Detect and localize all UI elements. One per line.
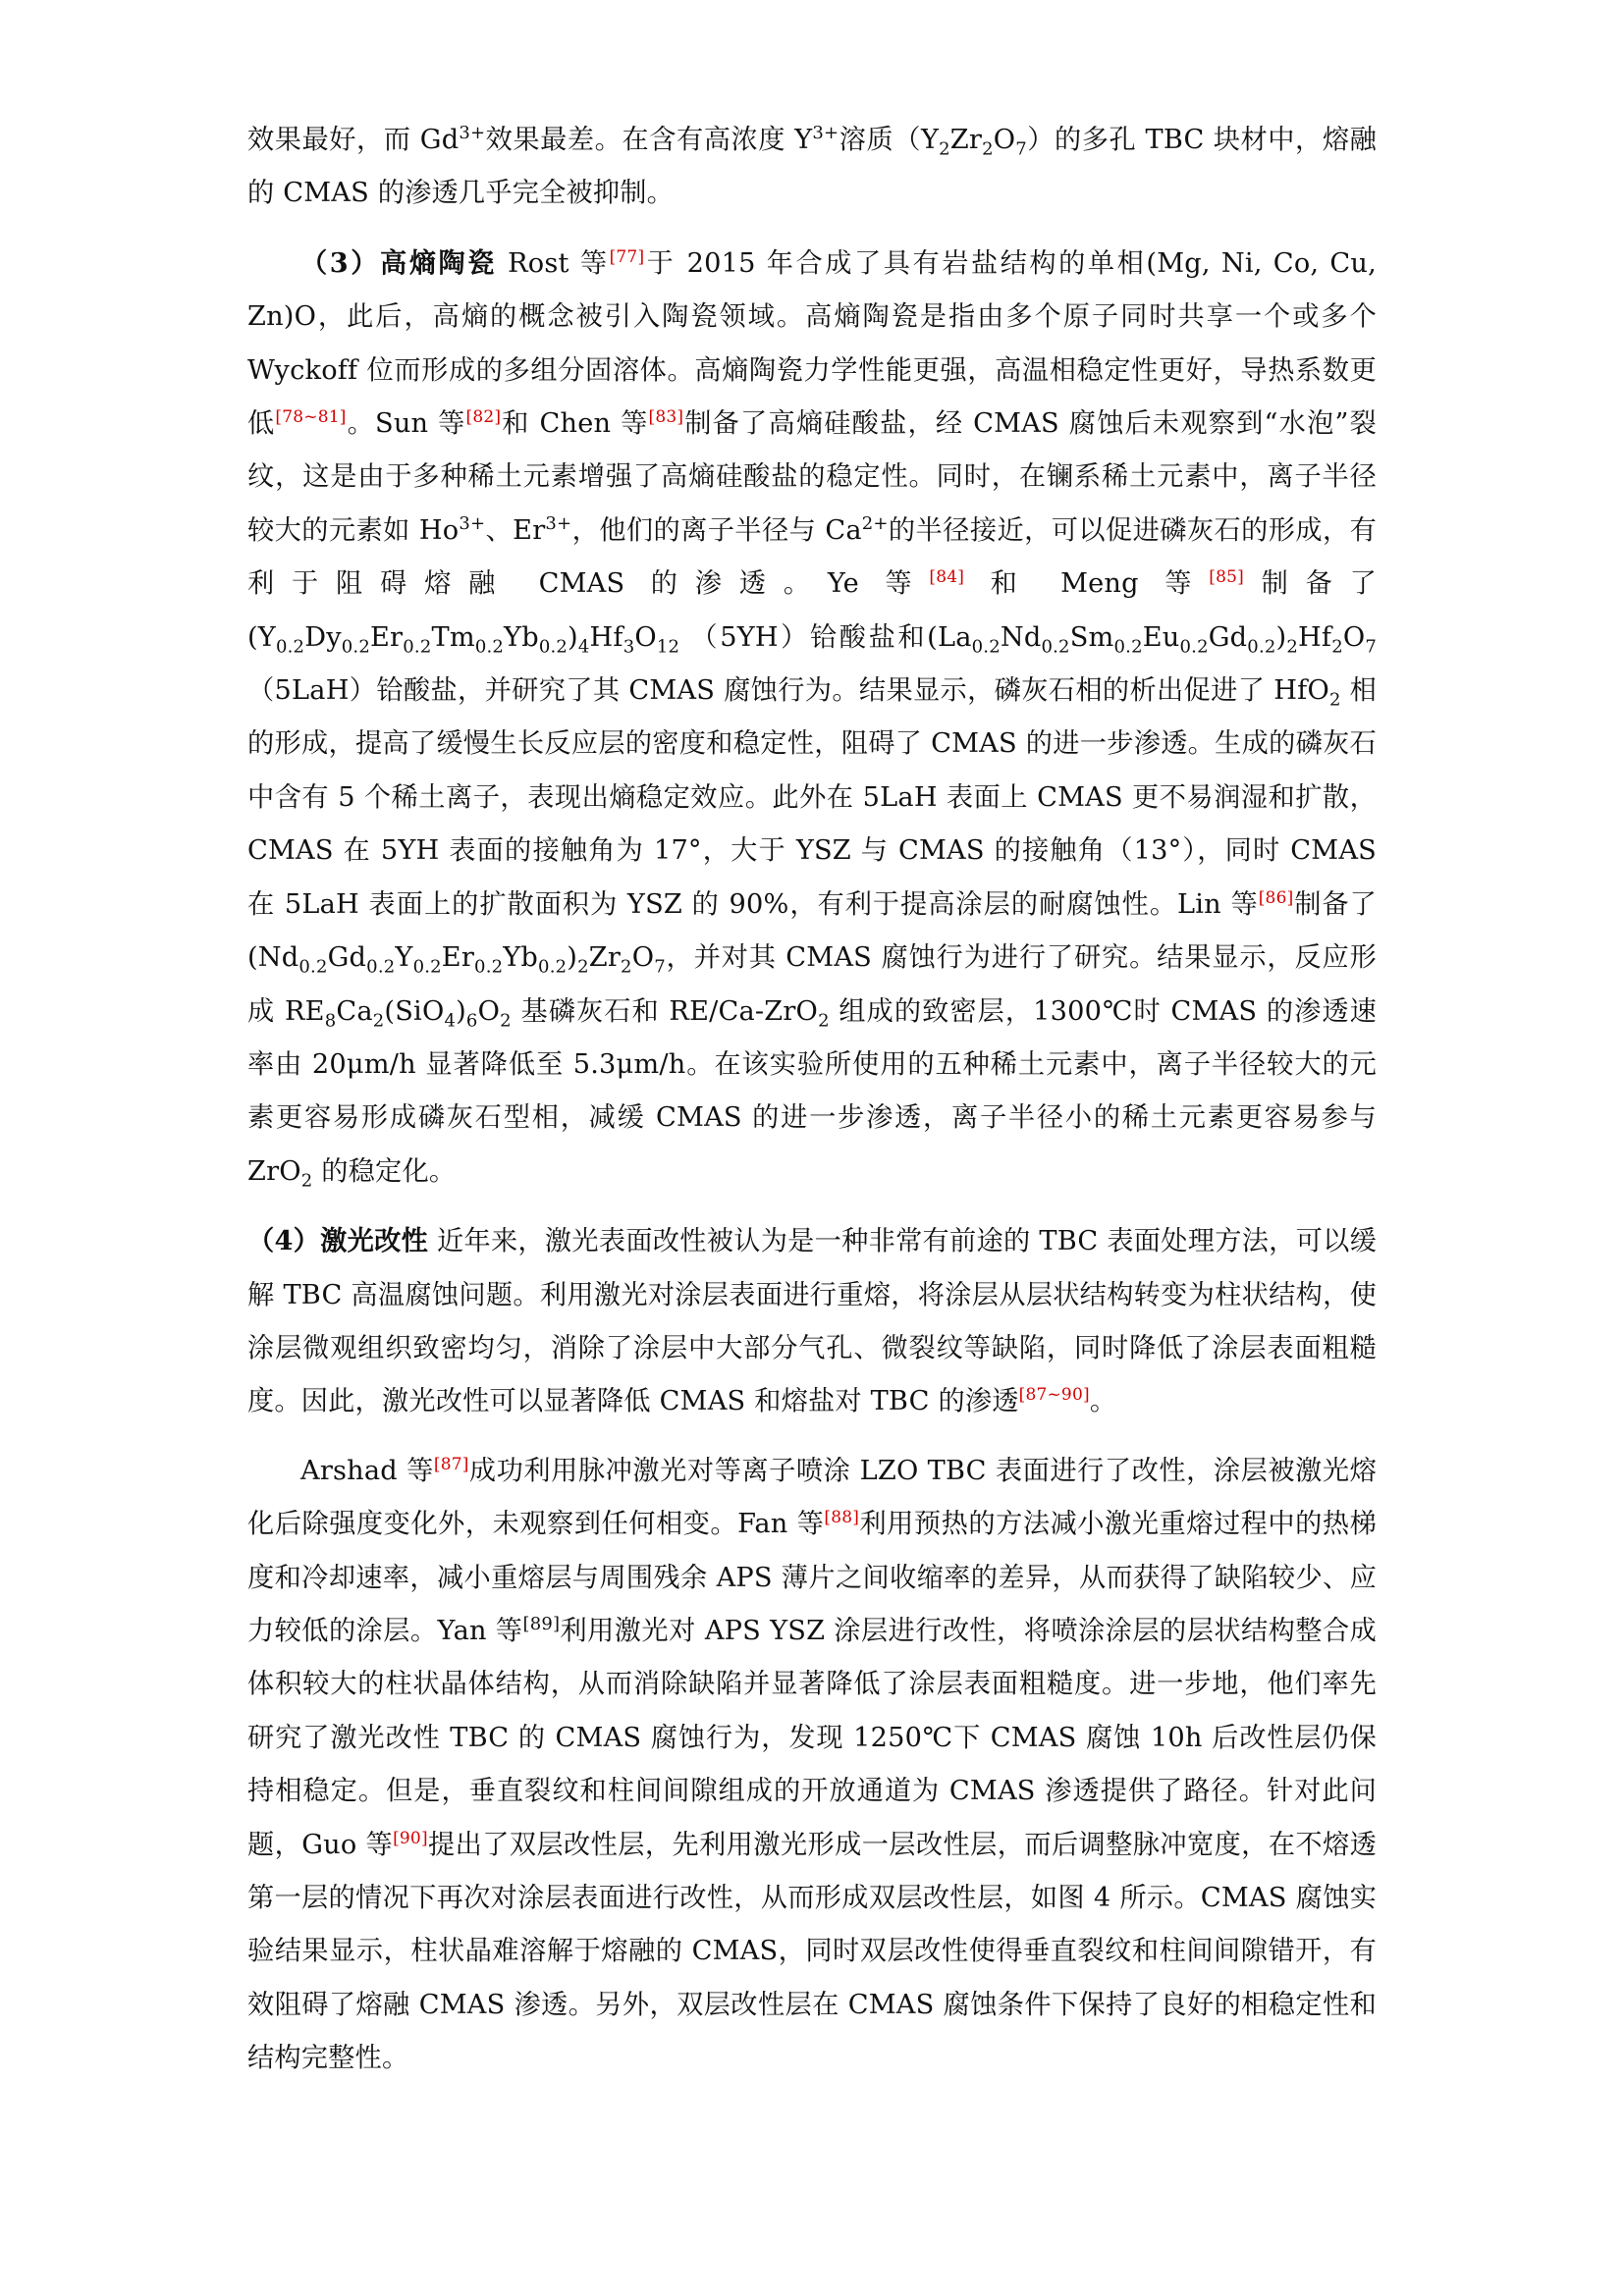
text-run: Gd xyxy=(327,942,367,974)
subscript: 8 xyxy=(324,1009,337,1031)
text-run: 制备了(Y xyxy=(247,568,1377,653)
text-run: ) xyxy=(567,942,578,974)
subscript: 0.2 xyxy=(1247,636,1276,658)
text-run: 效果最好，而 Gd xyxy=(247,125,460,155)
text-run: Nd xyxy=(1000,621,1042,653)
text-run: ) xyxy=(1275,621,1287,653)
text-run: Er xyxy=(441,942,475,974)
subscript: 2 xyxy=(982,138,994,160)
superscript: 3+ xyxy=(459,512,486,534)
subscript: 0.2 xyxy=(1179,636,1209,658)
citation-ref[interactable]: [87~90] xyxy=(1018,1385,1090,1406)
text-run: 组成的致密层，1300℃时 CMAS 的渗透速率由 20μm/h 显著降低至 5.3μm/h。在该实验所使用的五种稀土元素中，离子半径较大的元素更容易形成磷灰石型相，减缓 CMAS 的进一步渗透，离子半径小的稀土元素更容易参与 ZrO xyxy=(247,995,1378,1187)
paragraph xyxy=(247,114,1377,221)
subscript: 4 xyxy=(577,636,590,658)
text-run: 提出了双层改性层，先利用激光形成一层改性层，而后调整脉冲宽度，在不熔透第一层的情况下再次对涂层表面进行改性，从而形成双层改性层，如图 4 所示。CMAS 腐蚀实验结果显示，柱状晶难溶解于熔融的 CMAS，同时双层改性使得垂直裂纹和柱间间隙错开，有效阻碍了熔融 CMAS 渗透。另外，双层改性层在 CMAS 腐蚀条件下保持了良好的相稳定性和结构完整性。 xyxy=(247,1829,1377,2074)
text-run: Ca xyxy=(336,995,373,1027)
text-run: 制备了高熵硅酸盐，经 CMAS 腐蚀后未观察到“水泡”裂纹，这是由于多种稀土元素增强了高熵硅酸盐的稳定性。同时，在镧系稀土元素中，离子半径较大的元素如 Ho xyxy=(247,408,1377,546)
subscript: 2 xyxy=(500,1009,512,1031)
subscript: 3 xyxy=(623,636,635,658)
text-run: 的稳定化。 xyxy=(312,1155,457,1187)
text-run: 于 2015 年合成了具有岩盐结构的单相(Mg, Ni, Co, Cu, Zn)O，此后，高熵的概念被引入陶瓷领域。高熵陶瓷是指由多个原子同时共享一个或多个 Wyckoff 位而形成的多组分固溶体。高熵陶瓷力学性能更强，高温相稳定性更好，导热系数更低 xyxy=(247,247,1377,440)
text-run: Gd xyxy=(1208,621,1248,653)
subscript: 0.2 xyxy=(474,956,504,978)
citation-ref[interactable]: [88] xyxy=(824,1508,860,1528)
text-run: （5YH）铪酸盐和(La xyxy=(679,621,972,653)
text-run: ）的多孔 TBC 块材中，熔融的 CMAS 的渗透几乎完全被抑制。 xyxy=(247,125,1377,209)
text-run: Y xyxy=(395,942,413,974)
text-run: 。Sun 等 xyxy=(346,408,466,440)
citation-ref[interactable]: [78~81] xyxy=(275,406,347,427)
text-run: Rost 等 xyxy=(496,247,610,279)
section-label: （4）激光改性 xyxy=(247,1225,429,1257)
subscript: 0.2 xyxy=(538,636,568,658)
text-run: 。 xyxy=(1089,1386,1117,1417)
subscript: 2 xyxy=(818,1009,830,1031)
text-run: O xyxy=(477,995,501,1027)
subscript: 0.2 xyxy=(1041,636,1070,658)
text-run: Er xyxy=(370,621,404,653)
citation-ref[interactable]: [77] xyxy=(609,246,645,267)
text-run: Zr xyxy=(949,125,983,155)
paragraph xyxy=(247,1445,1377,2086)
subscript: 0.2 xyxy=(403,636,432,658)
text-run: 成功利用脉冲激光对等离子喷涂 LZO TBC 表面进行了改性，涂层被激光熔化后除强度变化外，未观察到任何相变。Fan 等 xyxy=(247,1455,1377,1540)
citation-ref[interactable]: [90] xyxy=(393,1828,428,1848)
text-run: 基磷灰石和 RE/Ca-ZrO xyxy=(511,995,819,1027)
subscript: 0.2 xyxy=(341,636,370,658)
text-run: Eu xyxy=(1142,621,1180,653)
text-run: 、Er xyxy=(485,514,546,546)
superscript: [89] xyxy=(522,1613,561,1634)
text-run: 的半径接近，可以促进磷灰石的形成，有利于阻碍熔融 CMAS 的渗透。Ye 等 xyxy=(247,514,1378,600)
citation-ref[interactable]: [85] xyxy=(1209,567,1244,588)
subscript: 0.2 xyxy=(1113,636,1143,658)
text-run: (SiO xyxy=(384,995,445,1027)
text-run: 和 Meng 等 xyxy=(964,568,1210,600)
text-run: Yb xyxy=(504,621,539,653)
text-run: 溶质（Y xyxy=(839,125,940,155)
text-run: Hf xyxy=(589,621,623,653)
text-run: ，并对其 CMAS 腐蚀行为进行了研究。结果显示，反应形成 RE xyxy=(247,942,1377,1027)
subscript: 2 xyxy=(1331,636,1343,658)
text-run: Arshad 等 xyxy=(300,1455,434,1486)
subscript: 7 xyxy=(1015,138,1027,160)
subscript: 2 xyxy=(939,138,950,160)
citation-ref[interactable]: [84] xyxy=(929,567,965,588)
citation-ref[interactable]: [87] xyxy=(433,1454,469,1474)
text-run: 利用激光对 APS YSZ 涂层进行改性，将喷涂涂层的层状结构整合成体积较大的柱状晶体结构，从而消除缺陷并显著降低了涂层表面粗糙度。进一步地，他们率先研究了激光改性 TBC 的 CMAS 腐蚀行为，发现 1250℃下 CMAS 腐蚀 10h 后改性层仍保持相稳定。但是，垂直裂纹和柱间间隙组成的开放通道为 CMAS 渗透提供了路径。针对此问题，Guo 等 xyxy=(247,1615,1377,1860)
text-run: O xyxy=(634,621,657,653)
subscript: 2 xyxy=(621,956,632,978)
text-run: 和 Chen 等 xyxy=(501,408,649,440)
subscript: 2 xyxy=(300,1170,313,1192)
text-run: O xyxy=(993,125,1016,155)
subscript: 0.2 xyxy=(971,636,1001,658)
subscript: 0.2 xyxy=(474,636,505,658)
text-run: （5LaH）铪酸盐，并研究了其 CMAS 腐蚀行为。结果显示，磷灰石相的析出促进了 HfO xyxy=(247,675,1329,707)
superscript: 3+ xyxy=(545,512,572,534)
superscript: 3+ xyxy=(812,122,839,143)
subscript: 4 xyxy=(444,1009,457,1031)
subscript: 0.2 xyxy=(412,956,442,978)
subscript: 0.2 xyxy=(275,636,305,658)
section-label: （3）高熵陶瓷 xyxy=(300,246,497,279)
text-run: O xyxy=(631,942,655,974)
text-run: Zr xyxy=(588,942,622,974)
subscript: 7 xyxy=(1365,636,1377,658)
citation-ref[interactable]: [86] xyxy=(1258,887,1294,908)
text-run: 近年来，激光表面改性被认为是一种非常有前途的 TBC 表面处理方法，可以缓解 TBC 高温腐蚀问题。利用激光对涂层表面进行重熔，将涂层从层状结构转变为柱状结构，使涂层微观组织致密均匀，消除了涂层中大部分气孔、微裂纹等缺陷，同时降低了涂层表面粗糙度。因此，激光改性可以显著降低 CMAS 和熔盐对 TBC 的渗透 xyxy=(247,1226,1377,1417)
body-text xyxy=(247,114,1377,2086)
text-run: ，他们的离子半径与 Ca xyxy=(571,514,862,546)
text-run: O xyxy=(1342,621,1366,653)
text-run: Dy xyxy=(304,621,342,653)
subscript: 2 xyxy=(577,956,589,978)
text-run: Tm xyxy=(431,621,475,653)
text-run: Sm xyxy=(1069,621,1114,653)
subscript: 2 xyxy=(1328,689,1341,711)
subscript: 0.2 xyxy=(538,956,568,978)
paragraph xyxy=(247,1214,1377,1429)
subscript: 12 xyxy=(656,636,680,658)
subscript: 7 xyxy=(654,956,666,978)
superscript: 2+ xyxy=(861,512,889,534)
subscript: 6 xyxy=(465,1009,478,1031)
text-run: 利用预热的方法减小激光重熔过程中的热梯度和冷却速率，减小重熔层与周围残余 APS 薄片之间收缩率的差异，从而获得了缺陷较少、应力较低的涂层。Yan 等 xyxy=(247,1509,1377,1646)
subscript: 0.2 xyxy=(366,956,396,978)
subscript: 2 xyxy=(372,1009,385,1031)
citation-ref[interactable]: [83] xyxy=(648,406,684,427)
text-run: Yb xyxy=(503,942,539,974)
citation-ref[interactable]: [82] xyxy=(465,406,502,427)
text-run: ) xyxy=(456,995,466,1027)
text-run: Hf xyxy=(1298,621,1332,653)
text-run: 相的形成，提高了缓慢生长反应层的密度和稳定性，阻碍了 CMAS 的进一步渗透。生成的磷灰石中含有 5 个稀土离子，表现出熵稳定效应。此外在 5LaH 表面上 CMAS 更不易润湿和扩散，CMAS 在 5YH 表面的接触角为 17°，大于 YSZ 与 CMAS 的接触角（13°），同时 CMAS 在 5LaH 表面上的扩散面积为 YSZ 的 90%，有利于提高涂层的耐腐蚀性。Lin 等 xyxy=(247,675,1377,920)
paragraph xyxy=(247,237,1377,1199)
subscript: 2 xyxy=(1286,636,1298,658)
text-run: ) xyxy=(568,621,578,653)
superscript: 3+ xyxy=(459,122,486,143)
subscript: 0.2 xyxy=(298,956,328,978)
text-run: 制备了(Nd xyxy=(247,888,1377,974)
text-run: 效果最差。在含有高浓度 Y xyxy=(485,125,813,155)
